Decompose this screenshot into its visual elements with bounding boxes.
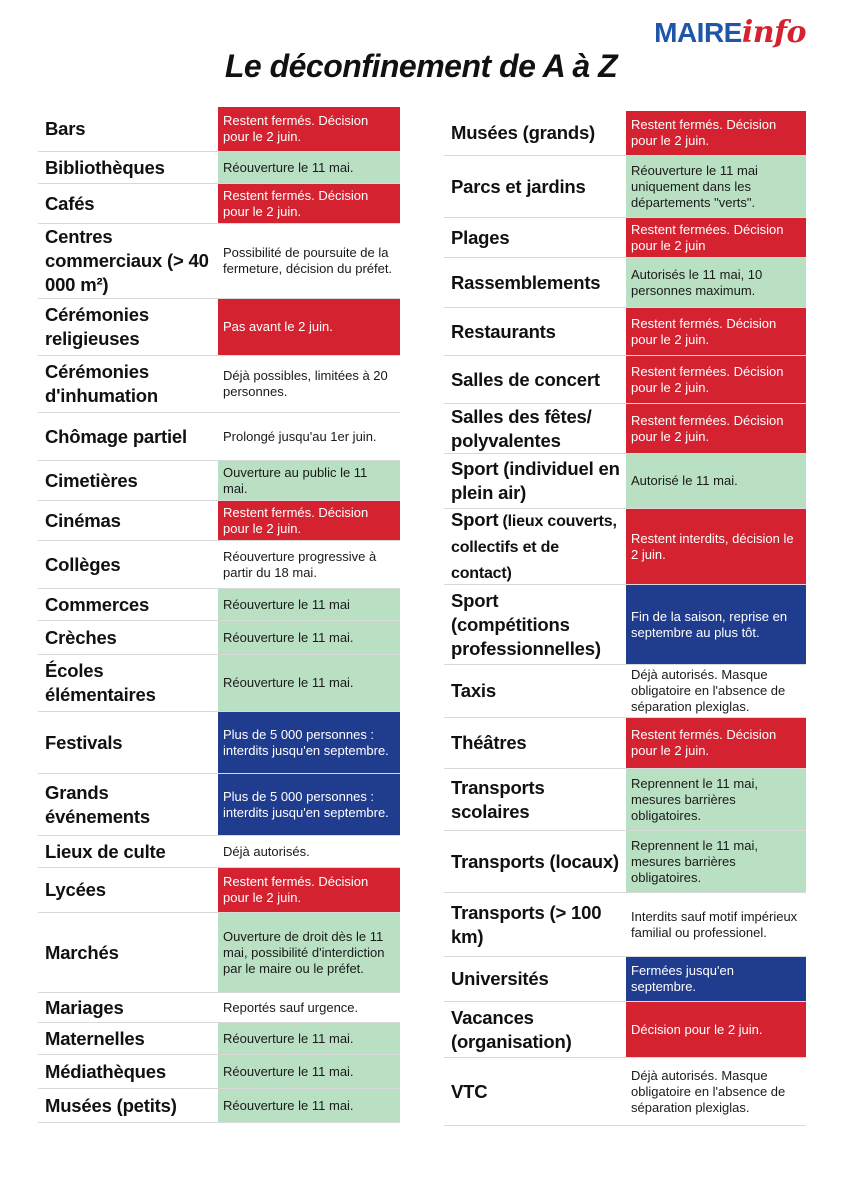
table-row — [38, 655, 400, 712]
row-label — [444, 258, 626, 307]
row-label-text: Sport (individuel en plein air) — [451, 458, 620, 503]
row-label-text: Restaurants — [451, 320, 556, 342]
right-column-table — [444, 111, 806, 1126]
row-label — [38, 621, 218, 654]
table-row — [444, 218, 806, 258]
status-text: Réouverture le 11 mai. — [223, 1097, 354, 1113]
table-row — [444, 258, 806, 308]
status-cell-red — [218, 501, 400, 540]
table-row — [38, 107, 400, 152]
status-text: Autorisé le 11 mai. — [631, 473, 738, 488]
maireinfo-logo — [654, 15, 806, 50]
table-row — [38, 152, 400, 184]
status-text: Restent fermés. Décision pour le 2 juin. — [631, 117, 777, 148]
row-label-text: Festivals — [45, 731, 123, 753]
status-cell-green — [626, 769, 806, 830]
table-row — [444, 156, 806, 218]
status-cell-red — [218, 107, 400, 151]
status-text: Restent fermés. Décision pour le 2 juin. — [631, 315, 777, 347]
row-label-text: Sport (compétitions professionnelles) — [451, 589, 601, 659]
status-cell-green — [218, 1023, 400, 1054]
row-label-text: Cérémonies d'inhumation — [45, 361, 158, 406]
status-text: Reportés sauf urgence. — [223, 999, 359, 1015]
status-cell-green — [626, 831, 806, 892]
status-cell-red — [626, 509, 806, 584]
status-text: Reprennent le 11 mai, mesures barrières obligatoires. — [631, 837, 758, 885]
row-label-text: Musées (grands) — [451, 122, 596, 143]
row-label — [444, 356, 626, 403]
status-cell-red — [626, 356, 806, 403]
status-text: Réouverture le 11 mai — [223, 596, 350, 612]
status-text: Ouverture au public le 11 mai. — [223, 464, 368, 496]
table-row — [444, 718, 806, 769]
status-text: Prolongé jusqu'au 1er juin. — [223, 428, 377, 444]
row-label — [444, 308, 626, 355]
row-label — [444, 156, 626, 217]
row-label-detail: (lieux couverts, collectifs et de contact) — [451, 512, 617, 582]
row-label — [38, 1055, 218, 1088]
status-cell-green — [218, 655, 400, 711]
status-cell-green — [218, 1055, 400, 1088]
status-text: Réouverture le 11 mai. — [223, 675, 354, 690]
table-row — [444, 1058, 806, 1126]
table-row — [444, 957, 806, 1002]
status-cell-red — [218, 299, 400, 355]
status-text: Plus de 5 000 personnes : interdits jusqu'en septembre. — [223, 788, 389, 820]
row-label-text: Lieux de culte — [45, 840, 166, 862]
row-label-text: Maternelles — [45, 1027, 145, 1049]
status-cell-red — [626, 111, 806, 155]
row-label — [444, 831, 626, 892]
status-text: Réouverture le 11 mai. — [223, 629, 354, 645]
row-label-text: VTC — [451, 1080, 488, 1102]
status-cell-white — [218, 541, 400, 588]
row-label-text: Collèges — [45, 553, 121, 575]
table-row — [444, 509, 806, 585]
status-cell-white — [626, 1058, 806, 1125]
status-cell-green — [218, 1089, 400, 1122]
status-cell-green — [218, 589, 400, 620]
table-row — [444, 665, 806, 718]
row-label — [444, 769, 626, 830]
status-text: Restent fermées. Décision pour le 2 juin. — [631, 412, 784, 444]
row-label — [38, 541, 218, 588]
table-row — [444, 585, 806, 665]
logo-part-maire: MAIRE — [654, 17, 742, 48]
row-label — [38, 501, 218, 540]
status-text: Réouverture le 11 mai uniquement dans les départements "verts". — [631, 162, 758, 210]
row-label-text: Sport — [451, 508, 499, 530]
row-label-text: Commerces — [45, 593, 150, 615]
row-label — [444, 509, 626, 584]
page-title: Le déconfinement de A à Z — [224, 48, 618, 84]
row-label-text: Mariages — [45, 996, 124, 1018]
row-label — [444, 454, 626, 508]
row-label-text: Théâtres — [451, 732, 527, 753]
status-text: Fermées jusqu'en septembre. — [631, 963, 734, 994]
row-label-text: Transports scolaires — [451, 776, 545, 822]
row-label-text: Salles de concert — [451, 368, 600, 390]
status-cell-green — [218, 621, 400, 654]
row-label-text: Cinémas — [45, 509, 121, 531]
status-text: Réouverture le 11 mai. — [223, 159, 354, 175]
row-label-text: Universités — [451, 968, 549, 989]
status-text: Restent fermés. Décision pour le 2 juin. — [223, 504, 369, 536]
row-label — [444, 718, 626, 768]
row-label — [38, 993, 218, 1022]
row-label — [38, 107, 218, 151]
row-label-text: Grands événements — [45, 781, 150, 827]
status-text: Restent fermés. Décision pour le 2 juin. — [223, 113, 369, 144]
row-label — [38, 774, 218, 835]
status-cell-red — [218, 868, 400, 912]
table-row — [38, 774, 400, 836]
row-label-text: Musées (petits) — [45, 1094, 177, 1116]
table-row — [444, 831, 806, 893]
table-row — [38, 461, 400, 501]
status-cell-green — [626, 454, 806, 508]
row-label-text: Taxis — [451, 680, 496, 701]
row-label — [38, 868, 218, 912]
status-text: Décision pour le 2 juin. — [631, 1021, 763, 1037]
table-row — [444, 893, 806, 957]
row-label-text: Cafés — [45, 192, 95, 214]
table-row — [38, 413, 400, 461]
row-label — [444, 1058, 626, 1125]
table-row — [38, 184, 400, 224]
row-label — [444, 665, 626, 717]
row-label-text: Lycées — [45, 879, 106, 900]
table-row — [444, 356, 806, 404]
row-label-text: Centres commerciaux (> 40 000 m²) — [45, 226, 209, 295]
row-label-text: Parcs et jardins — [451, 175, 586, 197]
left-column-table — [38, 107, 400, 1123]
status-cell-white — [218, 413, 400, 460]
status-cell-green — [626, 156, 806, 217]
status-text: Interdits sauf motif impérieux familial ou professionel. — [631, 908, 798, 940]
table-row — [38, 712, 400, 774]
row-label — [38, 712, 218, 773]
row-label — [38, 836, 218, 867]
row-label-text: Écoles élémentaires — [45, 660, 156, 705]
logo-part-info: info — [741, 15, 806, 50]
row-label-text: Plages — [451, 226, 510, 248]
status-text: Réouverture le 11 mai. — [223, 1030, 354, 1046]
table-row — [38, 993, 400, 1023]
status-text: Déjà autorisés. Masque obligatoire en l'absence de séparation plexiglas. — [631, 667, 786, 714]
table-row — [38, 299, 400, 356]
status-cell-white — [626, 665, 806, 717]
table-row — [38, 868, 400, 913]
status-text: Fin de la saison, reprise en septembre au plus tôt. — [631, 608, 788, 640]
row-label-text: Rassemblements — [451, 271, 601, 293]
status-cell-blue — [626, 957, 806, 1001]
status-cell-blue — [626, 585, 806, 664]
status-cell-white — [218, 356, 400, 412]
status-text: Restent fermés. Décision pour le 2 juin. — [223, 874, 369, 905]
row-label — [444, 1002, 626, 1057]
status-text: Restent fermés. Décision pour le 2 juin. — [631, 727, 777, 758]
status-cell-green — [218, 913, 400, 992]
row-label-text: Vacances (organisation) — [451, 1006, 572, 1052]
row-label — [38, 299, 218, 355]
row-label — [444, 404, 626, 453]
status-text: Restent interdits, décision le 2 juin. — [631, 530, 794, 562]
row-label — [38, 356, 218, 412]
row-label — [38, 655, 218, 711]
table-row — [38, 356, 400, 413]
row-label — [444, 957, 626, 1001]
row-label-text: Médiathèques — [45, 1060, 166, 1082]
table-row — [444, 769, 806, 831]
status-cell-red — [626, 1002, 806, 1057]
row-label — [38, 461, 218, 500]
status-text: Plus de 5 000 personnes : interdits jusqu'en septembre. — [223, 726, 389, 758]
status-text: Autorisés le 11 mai, 10 personnes maximum. — [631, 266, 763, 298]
table-row — [38, 836, 400, 868]
row-label-text: Salles des fêtes/ polyvalentes — [451, 405, 592, 451]
table-row — [444, 111, 806, 156]
status-text: Reprennent le 11 mai, mesures barrières obligatoires. — [631, 775, 758, 823]
row-label-text: Cimetières — [45, 469, 138, 491]
row-label-text: Marchés — [45, 941, 119, 963]
status-text: Ouverture de droit dès le 11 mai, possibilité d'interdiction par le maire ou le préfet. — [223, 928, 385, 976]
table-row — [38, 1089, 400, 1123]
status-text: Réouverture progressive à partir du 18 mai. — [223, 548, 377, 580]
status-text: Déjà autorisés. Masque obligatoire en l'absence de séparation plexiglas. — [631, 1067, 786, 1115]
status-cell-red — [626, 308, 806, 355]
table-row — [38, 913, 400, 993]
status-cell-green — [218, 461, 400, 500]
status-text: Possibilité de poursuite de la fermeture, décision du préfet. — [223, 245, 393, 276]
row-label — [38, 1089, 218, 1122]
row-label — [38, 413, 218, 460]
table-row — [38, 501, 400, 541]
status-cell-white — [218, 224, 400, 298]
status-text: Restent fermées. Décision pour le 2 juin. — [631, 363, 784, 395]
status-cell-white — [218, 836, 400, 867]
status-text: Réouverture le 11 mai. — [223, 1063, 354, 1079]
row-label-text: Bars — [45, 118, 86, 139]
row-label — [38, 1023, 218, 1054]
row-label — [38, 589, 218, 620]
status-text: Déjà autorisés. — [223, 843, 310, 859]
row-label-text: Cérémonies religieuses — [45, 304, 149, 349]
row-label-text: Transports (> 100 km) — [451, 901, 602, 947]
table-row — [38, 621, 400, 655]
table-row — [38, 541, 400, 589]
row-label-text: Chômage partiel — [45, 425, 187, 447]
status-text: Pas avant le 2 juin. — [223, 319, 333, 334]
row-label — [444, 893, 626, 956]
table-row — [38, 224, 400, 299]
row-label — [38, 152, 218, 183]
status-cell-green — [626, 258, 806, 307]
row-label-text: Transports (locaux) — [451, 850, 619, 872]
status-text: Restent fermées. Décision pour le 2 juin — [631, 221, 784, 253]
status-cell-red — [626, 404, 806, 453]
row-label — [444, 218, 626, 257]
row-label — [38, 913, 218, 992]
table-row — [444, 308, 806, 356]
status-cell-red — [626, 218, 806, 257]
status-text: Restent fermés. Décision pour le 2 juin. — [223, 187, 369, 219]
status-cell-red — [626, 718, 806, 768]
status-cell-blue — [218, 712, 400, 773]
table-row — [38, 589, 400, 621]
row-label — [444, 111, 626, 155]
table-row — [444, 404, 806, 454]
status-cell-white — [218, 993, 400, 1022]
row-label — [444, 585, 626, 664]
status-cell-blue — [218, 774, 400, 835]
row-label-text: Crèches — [45, 626, 117, 648]
status-cell-green — [218, 152, 400, 183]
row-label — [38, 224, 218, 298]
table-row — [444, 1002, 806, 1058]
table-row — [38, 1023, 400, 1055]
row-label — [38, 184, 218, 223]
row-label-text: Bibliothèques — [45, 156, 165, 178]
status-cell-white — [626, 893, 806, 956]
table-row — [38, 1055, 400, 1089]
table-row — [444, 454, 806, 509]
status-cell-red — [218, 184, 400, 223]
status-text: Déjà possibles, limitées à 20 personnes. — [223, 368, 388, 399]
